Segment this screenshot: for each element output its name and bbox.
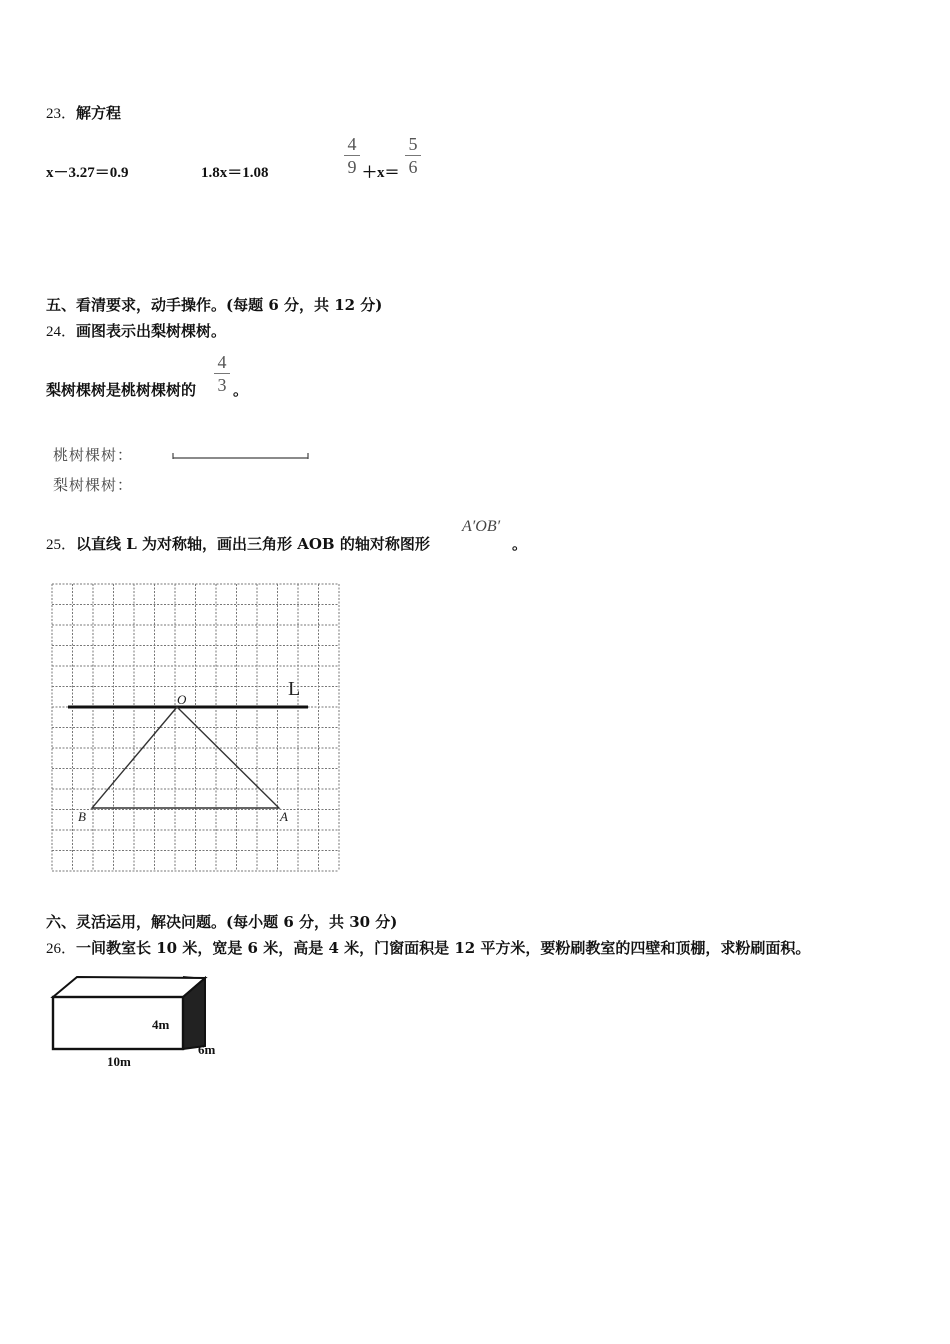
q24-statement-end: 。 (233, 381, 249, 399)
q24-peach-label: 桃树棵树： (53, 446, 134, 464)
fraction-numerator: 5 (408, 134, 418, 154)
width-label: 6m (198, 1042, 216, 1057)
grid (52, 584, 339, 871)
point-b-label: B (78, 809, 86, 824)
q26-number: 26． (46, 941, 77, 957)
q23-eq3-fraction-2 (405, 134, 421, 177)
triangle-aob (92, 707, 279, 808)
section-6-heading: 六、灵活运用，解决问题。(每小题 6 分，共 30 分) (46, 913, 398, 931)
fraction-denominator: 9 (347, 157, 357, 177)
point-a-label: A (280, 809, 288, 824)
point-o-label: O (177, 692, 187, 707)
box-top-face (53, 977, 205, 997)
q24-pear-label: 梨树棵树： (53, 476, 134, 494)
q24-statement: 梨树棵树是桃树棵树的 (46, 381, 197, 399)
height-label: 4m (152, 1017, 170, 1032)
q25-heading (46, 533, 430, 554)
fraction-denominator: 3 (217, 375, 227, 395)
axis-label-l: L (288, 678, 301, 700)
q24-fraction (214, 352, 230, 395)
q23-eq3-middle: ＋x＝ (362, 165, 400, 181)
q26-classroom-box-figure (50, 974, 230, 1070)
q23-heading (46, 102, 121, 123)
q23-equation-1: x－3.27＝0.9 (46, 165, 129, 181)
q25-math-a-prime-o-b-prime: A′OB′ (462, 518, 501, 535)
fraction-numerator: 4 (217, 352, 227, 372)
q23-equation-2: 1.8x＝1.08 (201, 165, 269, 181)
fraction-numerator: 4 (347, 134, 357, 154)
q26-text: 一间教室长 10 米，宽是 6 米，高是 4 米，门窗面积是 12 平方米，要粉刷教室的四壁和顶棚，求粉刷面积。 (76, 939, 811, 957)
q25-text: 以直线 L 为对称轴，画出三角形 AOB 的轴对称图形 (76, 535, 430, 553)
fraction-bar (405, 155, 421, 156)
q24-peach-segment (170, 449, 312, 463)
q25-number: 25． (46, 537, 77, 553)
q24-heading (46, 320, 226, 341)
q23-title: 解方程 (76, 104, 122, 122)
q24-title: 画图表示出梨树棵树。 (76, 322, 227, 340)
fraction-bar (214, 373, 230, 374)
q25-grid-figure (46, 578, 352, 876)
q23-eq3-fraction-1 (344, 134, 360, 177)
length-label: 10m (107, 1054, 131, 1069)
q25-end: 。 (512, 535, 528, 553)
q24-number: 24． (46, 324, 77, 340)
section-5-heading: 五、看清要求，动手操作。(每题 6 分，共 12 分) (46, 296, 383, 314)
q23-number: 23． (46, 106, 77, 122)
fraction-denominator: 6 (408, 157, 418, 177)
fraction-bar (344, 155, 360, 156)
q26-heading (46, 937, 810, 958)
